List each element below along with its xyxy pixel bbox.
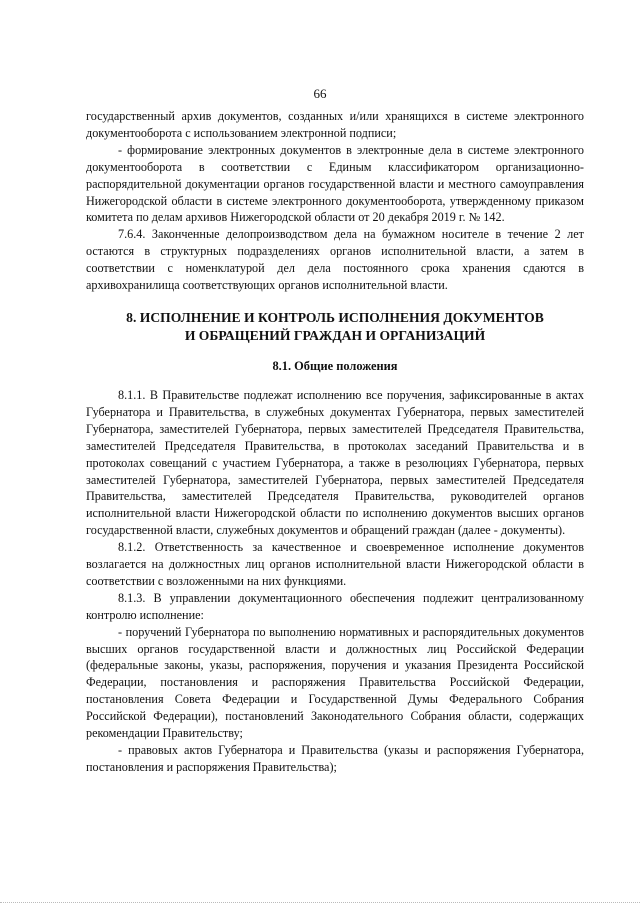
chapter-heading-line-2: И ОБРАЩЕНИЙ ГРАЖДАН И ОРГАНИЗАЦИЙ — [184, 327, 486, 343]
paragraph-8-1-2: 8.1.2. Ответственность за качественное и своевременное исполнение документов возлагается на должностных лиц органов исполнительной власти Нижегородской области в соответствии с возложенными на них функциями. — [86, 540, 584, 588]
paragraph-7-6-4: 7.6.4. Законченные делопроизводством дела на бумажном носителе в течение 2 лет остаются в структурных подразделениях органов исполнительной власти, а затем в соответствии с номенклатурой дел дела постоянного срока хранения сдаются в архивохранилища соответствующих органов исполнительной власти. — [86, 227, 584, 293]
paragraph-continuation: государственный архив документов, созданных и/или хранящихся в системе электронного документооборота с использованием электронной подписи; — [86, 109, 584, 140]
chapter-heading-line-1: 8. ИСПОЛНЕНИЕ И КОНТРОЛЬ ИСПОЛНЕНИЯ ДОКУМЕНТОВ — [126, 309, 544, 325]
chapter-heading — [86, 309, 584, 345]
page-number: 66 — [313, 86, 327, 101]
paragraph-list-item: - поручений Губернатора по выполнению нормативных и распорядительных документов высших органов государственной власти и должностных лиц Российской Федерации (федеральные законы, указы, распоряжения, поручения и указания Президента Российской Федерации, постановления и распоряжения Правительства Российской Федерации, постановления Совета Федерации и Государственной Думы Федерального Собрания Российской Федерации), постановлений Законодательного Собрания области, содержащих рекомендации Правительству; — [86, 624, 584, 741]
paragraph-8-1-3: 8.1.3. В управлении документационного обеспечения подлежит централизованному контролю исполнение: — [86, 590, 584, 622]
paragraph-list-item: - формирование электронных документов в электронные дела в системе электронного документооборота в соответствии с Единым классификатором организационно-распорядительной документации органов государственной власти и местного самоуправления Нижегородской области в системе электронного документооборота, утвержденному приказом комитета по делам архивов Нижегородской области от 20 декабря 2019 г. № 142. — [86, 142, 584, 225]
bottom-edge-divider — [0, 901, 640, 903]
paragraph-list-item: - правовых актов Губернатора и Правительства (указы и распоряжения Губернатора, постановления и распоряжения Правительства); — [86, 743, 584, 774]
paragraph-8-1-1: 8.1.1. В Правительстве подлежат исполнению все поручения, зафиксированные в актах Губернатора и Правительства, в служебных документах Губернатора, первых заместителей Губернатора, заместителей Губернатора, первых заместителей Председателя Правительства, заместителей Председателя Правительства, в протоколах заседаний Правительства и в протоколах совещаний с участием Губернатора, а также в резолюциях Губернатора, первых заместителей Губернатора, заместителей Губернатора, первых заместителей Председателя Правительства, заместителей Председателя Правительства, руководителей органов исполнительной власти Нижегородской области по исполнению документов высших органов государственной власти, служебных документов и обращений граждан (далее - документы). — [86, 387, 584, 538]
section-heading: 8.1. Общие положения — [272, 358, 398, 373]
document-body — [86, 108, 584, 776]
